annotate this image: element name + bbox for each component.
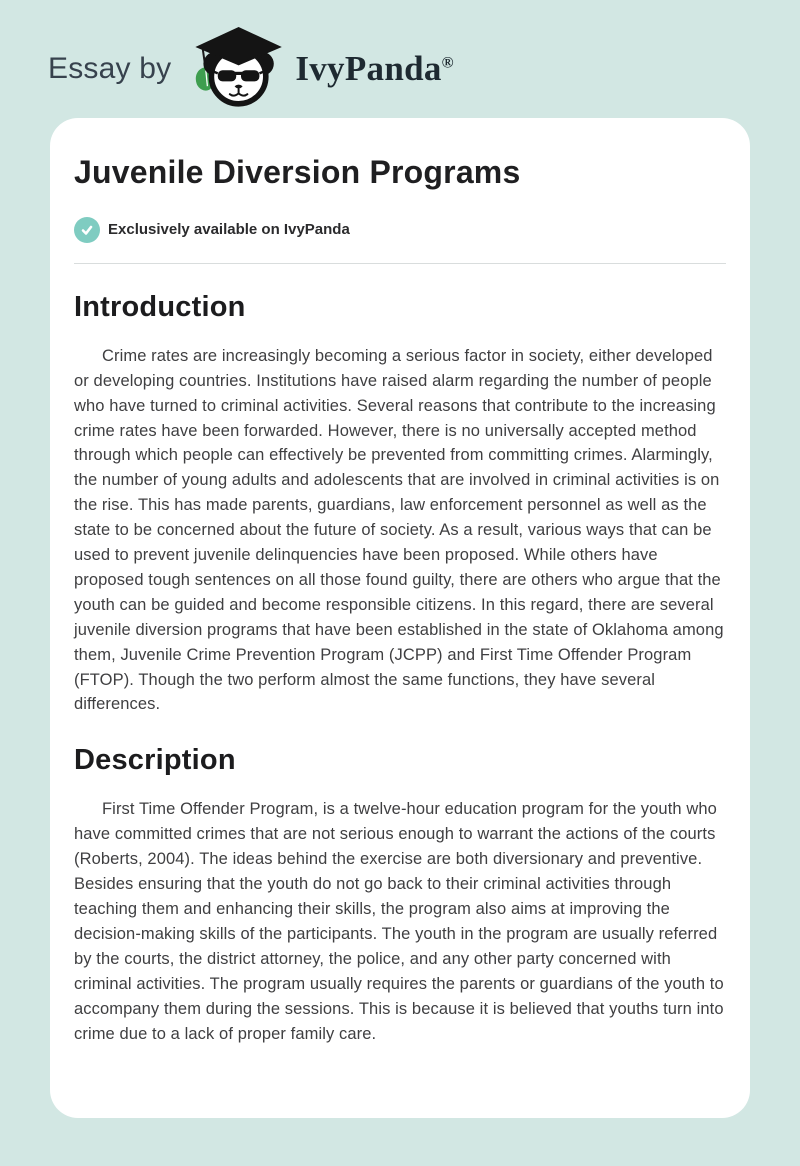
section-paragraph-description: First Time Offender Program, is a twelve-hour education program for the youth who have committed crimes that are not serious enough to warrant the actions of the courts (Roberts, 2004). The ideas behind the exercise are both diversionary and preventive. Besides ensuring that the youth do not go back to their criminal activities through teaching them and enhancing their skills, the program also aims at improving the decision-making skills of the participants. The youth in the program are usually referred by the courts, the district attorney, the police, and any other party concerned with criminal activities. The program usually requires the parents or guardians of the youth to accompany them during the sessions. This is because it is believed that youths turn into crime due to a lack of proper family care. [74,800,724,1043]
section-heading-description: Description [74,744,236,777]
header [0,0,800,118]
brand-name: IvyPanda [295,49,442,88]
section-heading-introduction: Introduction [74,290,246,323]
divider [74,263,726,264]
page-title: Juvenile Diversion Programs [74,154,521,190]
ivypanda-panda-logo-icon [189,24,285,115]
exclusive-badge [74,217,726,243]
brand-wordmark [295,49,454,89]
essay-card [50,118,750,1118]
check-circle-icon [74,217,100,243]
registered-trademark: ® [441,54,454,72]
essay-by-label: Essay by [48,52,172,85]
section-paragraph-introduction: Crime rates are increasingly becoming a serious factor in society, either developed or developing countries. Institutions have raised alarm regarding the number of people who have turned to criminal activities. Several reasons that contribute to the increasing crime rates have been forwarded. However, there is no universally accepted method through which people can effectively be prevented from committing crimes. Alarmingly, the number of young adults and adolescents that are involved in criminal activities is on the rise. This has made parents, guardians, law enforcement personnel as well as the state to be concerned about the future of society. As a result, various ways that can be used to prevent juvenile delinquencies have been proposed. While others have proposed tough sentences on all those found guilty, there are others who argue that the youth can be guided and become responsible citizens. In this regard, there are several juvenile diversion programs that have been established in the state of Oklahoma among them, Juvenile Crime Prevention Program (JCPP) and First Time Offender Program (FTOP). Though the two perform almost the same functions, they have several differences. [74,346,724,714]
exclusive-badge-label: Exclusively available on IvyPanda [108,221,350,239]
